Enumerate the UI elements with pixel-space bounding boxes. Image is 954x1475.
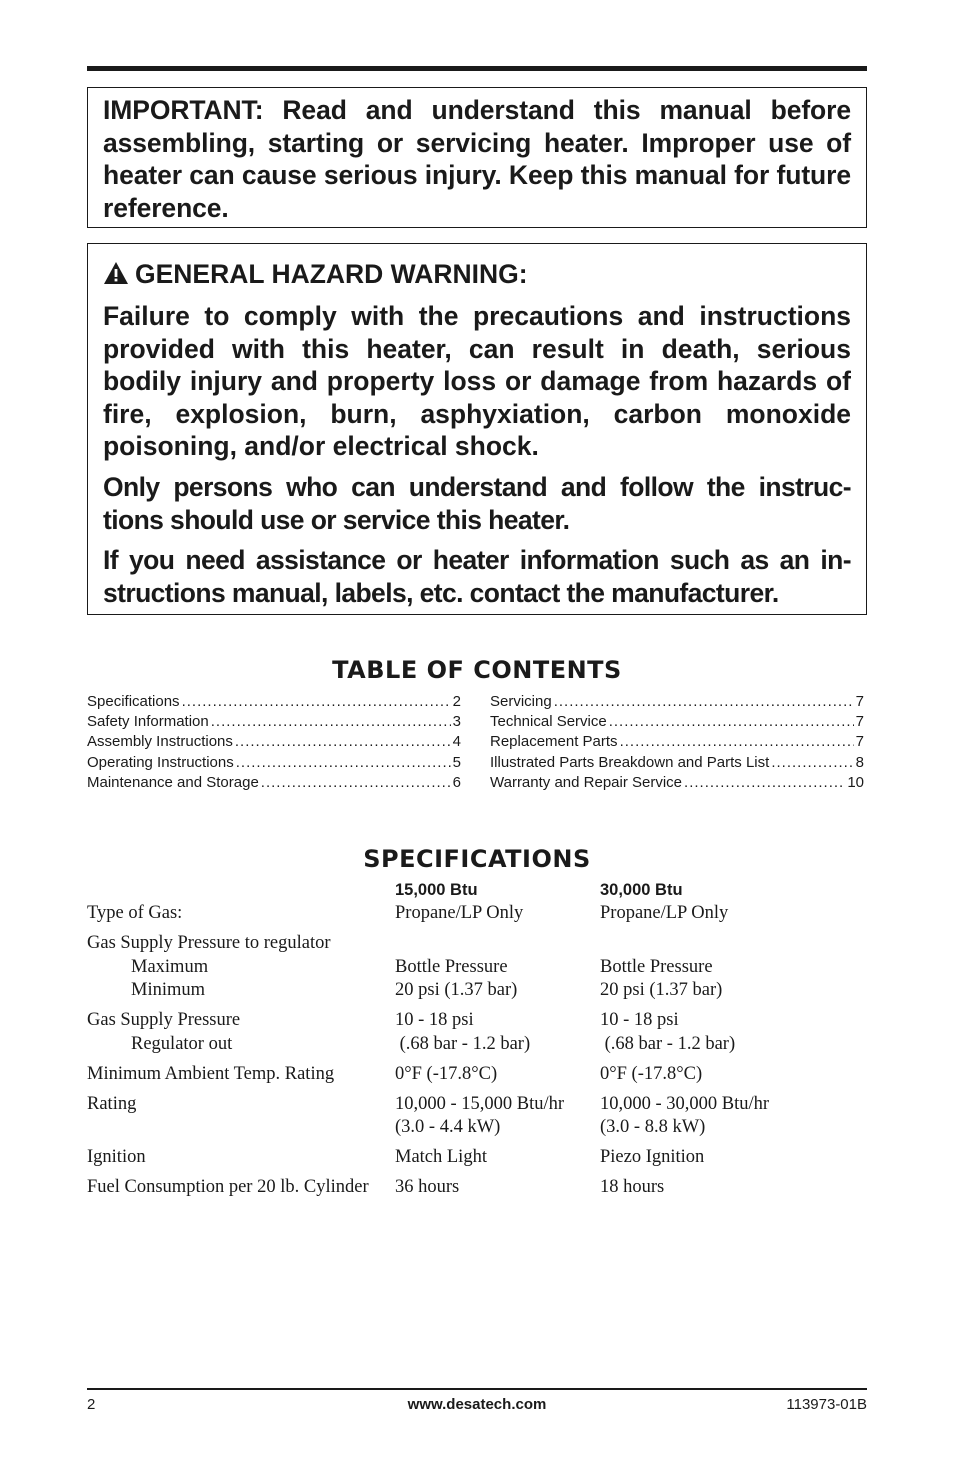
toc-entry-page: 8 [855,753,864,771]
spec-row [87,1063,867,1087]
footer-page-number: 2 [87,1396,96,1413]
toc-entry-page: 2 [452,693,461,710]
spec-row [87,1093,867,1140]
toc-leader-dots [554,692,854,712]
toc-entry-page: 7 [855,713,864,731]
spec-row [87,902,867,926]
toc-entry[interactable] [87,753,461,773]
toc-title: TABLE OF CONTENTS [332,656,622,684]
toc-entry[interactable] [490,773,864,793]
bottom-rule [87,1388,867,1390]
spec-row [87,932,867,1003]
toc-leader-dots [182,692,451,712]
toc-entry-page: 4 [452,733,461,751]
toc-entry[interactable] [490,692,864,712]
spec-label: Gas Supply Pressure [87,1010,241,1030]
top-rule [87,66,867,71]
toc-entry-page: 5 [452,753,461,771]
spec-column-15k: 15,000 Btu [395,880,478,899]
spec-header-row [87,878,867,902]
spec-value-15k: 10 - 18 psi [395,1010,474,1030]
hazard-warning-paragraph: If you need assistance or heater information such as an in- structions manual, labels, etc. contact the manufacturer. [103,545,851,608]
toc-entry-label: Maintenance and Storage [87,773,259,791]
warning-triangle-icon [103,261,129,285]
toc-entry[interactable] [87,692,461,712]
spec-value-15k: (3.0 - 4.4 kW) [395,1117,501,1137]
spec-value-30k: 18 hours [600,1177,665,1197]
spec-label: Minimum Ambient Temp. Rating [87,1063,335,1084]
hazard-warning-heading [103,254,851,294]
hazard-warning-paragraph: Failure to comply with the precautions and instructions provided with this heater, can result in death, serious bodily injury and property loss or damage from hazards of fire, explosion, burn, asphyxiation, carbon monoxide poisoning, and/or electrical shock. [103,301,851,462]
specifications-table [87,878,867,1206]
spec-value-30k: (.68 bar - 1.2 bar) [600,1033,736,1054]
toc-leader-dots [211,712,451,732]
toc-leader-dots [684,773,845,793]
toc-leader-dots [235,732,451,752]
toc-entry[interactable] [490,712,864,732]
toc-entry-page: 7 [855,733,864,751]
specifications-title: SPECIFICATIONS [363,845,591,873]
spec-sublabel: Minimum [131,980,206,1000]
spec-row [87,1009,867,1056]
toc-entry[interactable] [490,732,864,752]
toc-entry-label: Replacement Parts [490,733,618,751]
spec-value-15k: 20 psi (1.37 bar) [395,980,518,1000]
toc-leader-dots [609,712,854,732]
spec-value-30k: 20 psi (1.37 bar) [600,980,723,1000]
toc-entry-page: 7 [855,693,864,710]
toc-entry-label: Operating Instructions [87,753,234,771]
spec-label: Ignition [87,1147,146,1167]
spec-value-15k: 10,000 - 15,000 Btu/hr [395,1093,565,1114]
spec-label: Gas Supply Pressure to regulator [87,933,331,953]
toc-entry-label: Safety Information [87,713,209,731]
footer-website-link[interactable]: www.desatech.com [407,1396,547,1413]
important-notice-box [87,87,867,228]
spec-row [87,1176,867,1200]
spec-value-15k: Bottle Pressure [395,956,508,977]
spec-row [87,1146,867,1170]
spec-label: Rating [87,1093,137,1114]
hazard-warning-box [87,243,867,615]
toc-entry-label: Specifications [87,693,180,710]
spec-value-30k: 0°F (-17.8°C) [600,1063,703,1084]
spec-value-15k: 0°F (-17.8°C) [395,1063,498,1084]
toc-leader-dots [771,753,853,773]
toc-entry-label: Illustrated Parts Breakdown and Parts List [490,753,770,771]
toc-entry-label: Technical Service [490,713,607,731]
toc-leader-dots [620,732,854,752]
spec-value-30k: 10 - 18 psi [600,1010,679,1030]
hazard-warning-title: GENERAL HAZARD WARNING: [135,259,528,289]
toc-entry-label: Warranty and Repair Service [490,773,683,791]
spec-value-30k: (3.0 - 8.8 kW) [600,1117,706,1137]
spec-label: Type of Gas: [87,903,183,923]
hazard-warning-paragraph: Only persons who can understand and follow the instruc- tions should use or service this heater. [103,471,851,535]
toc-entry[interactable] [490,753,864,773]
toc-left-column [87,692,461,793]
spec-value-15k: (.68 bar - 1.2 bar) [395,1033,531,1054]
toc-leader-dots [261,773,451,793]
toc-entry[interactable] [87,712,461,732]
spec-column-30k: 30,000 Btu [600,880,683,899]
toc-entry-page: 3 [452,713,461,731]
toc-entry-page: 10 [847,773,864,791]
spec-value-15k: Match Light [395,1147,487,1167]
toc-entry[interactable] [87,732,461,752]
important-notice-text: IMPORTANT: Read and understand this manual before assembling, starting or servicing heater. Improper use of heater can cause serious injury. Keep this manual for future reference. [103,95,851,223]
toc-entry[interactable] [87,773,461,793]
toc-entry-page: 6 [452,773,461,791]
toc-entry-label: Servicing [490,693,552,710]
spec-value-30k: Piezo Ignition [600,1147,705,1167]
spec-value-15k: 36 hours [395,1177,460,1197]
toc-entry-label: Assembly Instructions [87,733,233,751]
spec-value-30k: Bottle Pressure [600,956,713,977]
footer-part-number: 113973-01B [786,1396,867,1413]
toc-leader-dots [236,753,451,773]
spec-label: Fuel Consumption per 20 lb. Cylinder [87,1177,369,1197]
spec-value-15k: Propane/LP Only [395,903,524,923]
spec-sublabel: Regulator out [131,1033,233,1054]
spec-value-30k: Propane/LP Only [600,903,729,923]
toc-right-column [490,692,864,793]
spec-value-30k: 10,000 - 30,000 Btu/hr [600,1093,770,1114]
spec-sublabel: Maximum [131,956,209,977]
